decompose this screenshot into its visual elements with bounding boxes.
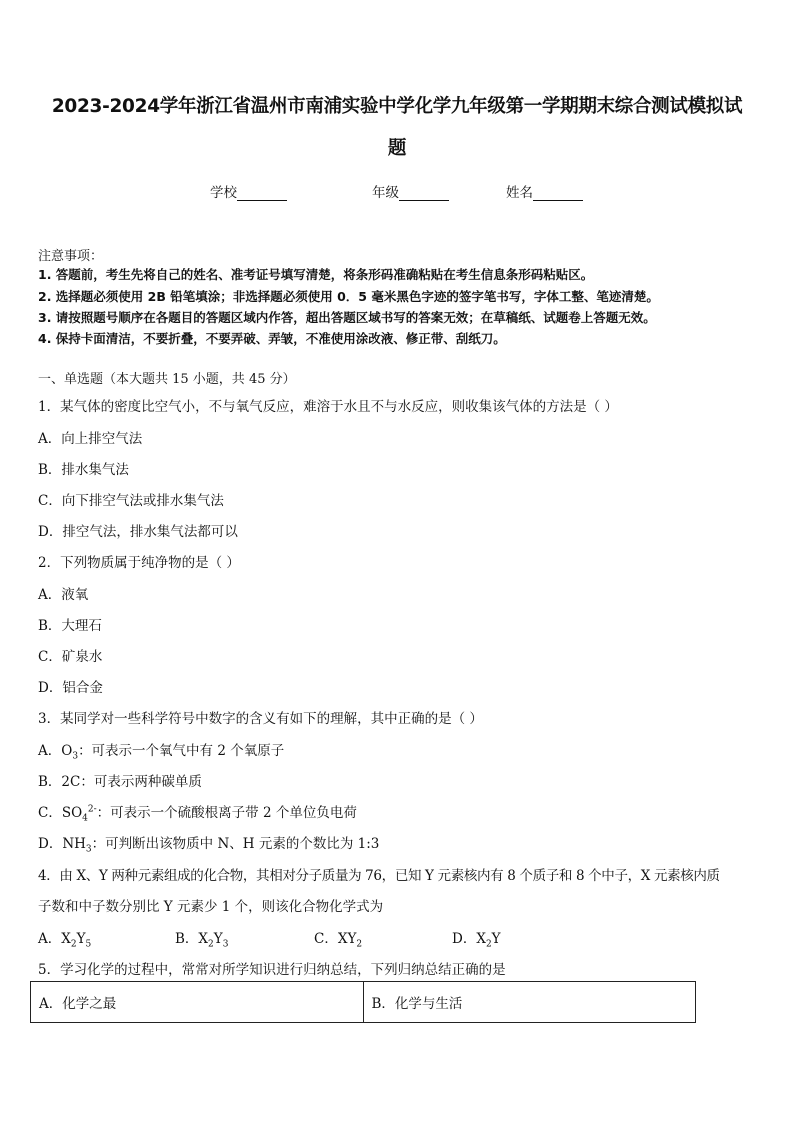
title-line-1: 2023-2024学年浙江省温州市南浦实验中学化学九年级第一学期期末综合测试模拟试 xyxy=(51,96,743,117)
q5-table xyxy=(30,981,696,1023)
q4-b-sub2: 3 xyxy=(222,939,229,950)
q4-a-sub1: 2 xyxy=(70,939,77,950)
q2-option-a: A．液氧 xyxy=(38,587,89,603)
name-blank[interactable] xyxy=(533,186,583,201)
q2-stem: 2．下列物质属于纯净物的是（ ） xyxy=(38,555,240,571)
q4-option-d xyxy=(452,927,501,950)
q2-option-b: B．大理石 xyxy=(38,618,102,634)
q1-option-d: D．排空气法，排水集气法都可以 xyxy=(38,524,238,540)
q5-cell-a: A．化学之最 xyxy=(31,982,364,1023)
q4-d-label: D．X xyxy=(452,931,486,947)
q4-b-mid: Y xyxy=(213,931,223,947)
q4-c-sub1: 2 xyxy=(356,939,363,950)
q2-option-d: D．铝合金 xyxy=(38,680,103,696)
q3-option-a xyxy=(38,739,284,762)
grade-field xyxy=(372,181,449,201)
q3-c-rest: ：可表示一个硫酸根离子带 2 个单位负电荷 xyxy=(96,805,357,821)
q3-stem: 3．某同学对一些科学符号中数字的含义有如下的理解，其中正确的是（ ） xyxy=(38,711,483,727)
q4-b-sub1: 2 xyxy=(208,939,214,950)
q1-option-c: C．向下排空气法或排水集气法 xyxy=(38,493,224,509)
grade-label: 年级 xyxy=(372,185,399,201)
q3-a-rest: ：可表示一个氧气中有 2 个氧原子 xyxy=(78,743,285,759)
q4-d-mid: Y xyxy=(491,931,501,947)
q3-c-prefix: C．SO xyxy=(38,805,83,821)
note-1: 1. 答题前，考生先将自己的姓名、准考证号填写清楚，将条形码准确粘贴在考生信息条形码粘贴区。 xyxy=(38,267,594,282)
q4-option-c xyxy=(314,927,362,950)
q4-b-label: B．X xyxy=(175,931,209,947)
q3-c-sub: 4 xyxy=(82,813,88,824)
notes-heading: 注意事项： xyxy=(38,249,104,264)
q4-option-b xyxy=(175,927,228,950)
q4-a-mid: Y xyxy=(76,931,86,947)
grade-blank[interactable] xyxy=(399,186,449,201)
exam-title xyxy=(30,86,764,170)
q1-option-b: B．排水集气法 xyxy=(38,462,129,478)
q1-option-a: A．向上排空气法 xyxy=(38,431,143,447)
q5-cell-b: B．化学与生活 xyxy=(363,982,696,1023)
q4-a-sub2: 5 xyxy=(85,939,92,950)
q3-d-sub: 3 xyxy=(85,844,92,855)
q3-d-rest: ：可判断出该物质中 N、H 元素的个数比为 1:3 xyxy=(91,836,380,852)
q3-a-prefix: A．O xyxy=(38,743,73,759)
school-field xyxy=(210,181,287,201)
q1-stem: 1．某气体的密度比空气小，不与氧气反应，难溶于水且不与水反应，则收集该气体的方法是（ ） xyxy=(38,399,618,415)
section-title: 一、单选题（本大题共 15 小题，共 45 分） xyxy=(38,372,296,387)
q4-c-label: C．XY xyxy=(314,931,357,947)
title-line-2: 题 xyxy=(387,138,407,159)
table-row xyxy=(31,982,696,1023)
note-2: 2. 选择题必须使用 2B 铅笔填涂；非选择题必须使用 0．5 毫米黑色字迹的签字笔书写，字体工整、笔迹清楚。 xyxy=(38,289,659,304)
q4-option-a xyxy=(38,927,91,950)
q2-option-c: C．矿泉水 xyxy=(38,649,103,665)
q3-option-c xyxy=(38,801,357,824)
q4-stem-line-2: 子数和中子数分别比 Y 元素少 1 个，则该化合物化学式为 xyxy=(38,899,384,915)
school-label: 学校 xyxy=(210,185,237,201)
note-3: 3. 请按照题号顺序在各题目的答题区域内作答，超出答题区域书写的答案无效；在草稿纸、试题卷上答题无效。 xyxy=(38,310,656,325)
q3-d-prefix: D．NH xyxy=(38,836,86,852)
q4-d-sub1: 2 xyxy=(485,939,492,950)
note-4: 4. 保持卡面清洁，不要折叠，不要弄破、弄皱，不准使用涂改液、修正带、刮纸刀。 xyxy=(38,331,506,346)
q3-option-b: B．2C：可表示两种碳单质 xyxy=(38,774,202,790)
q3-a-sub: 3 xyxy=(72,751,79,762)
q3-option-d xyxy=(38,832,379,855)
school-blank[interactable] xyxy=(237,186,287,201)
name-label: 姓名 xyxy=(506,185,533,201)
q4-a-label: A．X xyxy=(38,931,71,947)
name-field xyxy=(506,181,583,201)
q3-c-sup: 2- xyxy=(87,804,97,815)
q4-stem-line-1: 4．由 X、Y 两种元素组成的化合物，其相对分子质量为 76，已知 Y 元素核内有 8 个质子和 8 个中子，X 元素核内质 xyxy=(38,868,720,884)
q5-stem: 5．学习化学的过程中，常常对所学知识进行归纳总结，下列归纳总结正确的是 xyxy=(38,962,506,978)
